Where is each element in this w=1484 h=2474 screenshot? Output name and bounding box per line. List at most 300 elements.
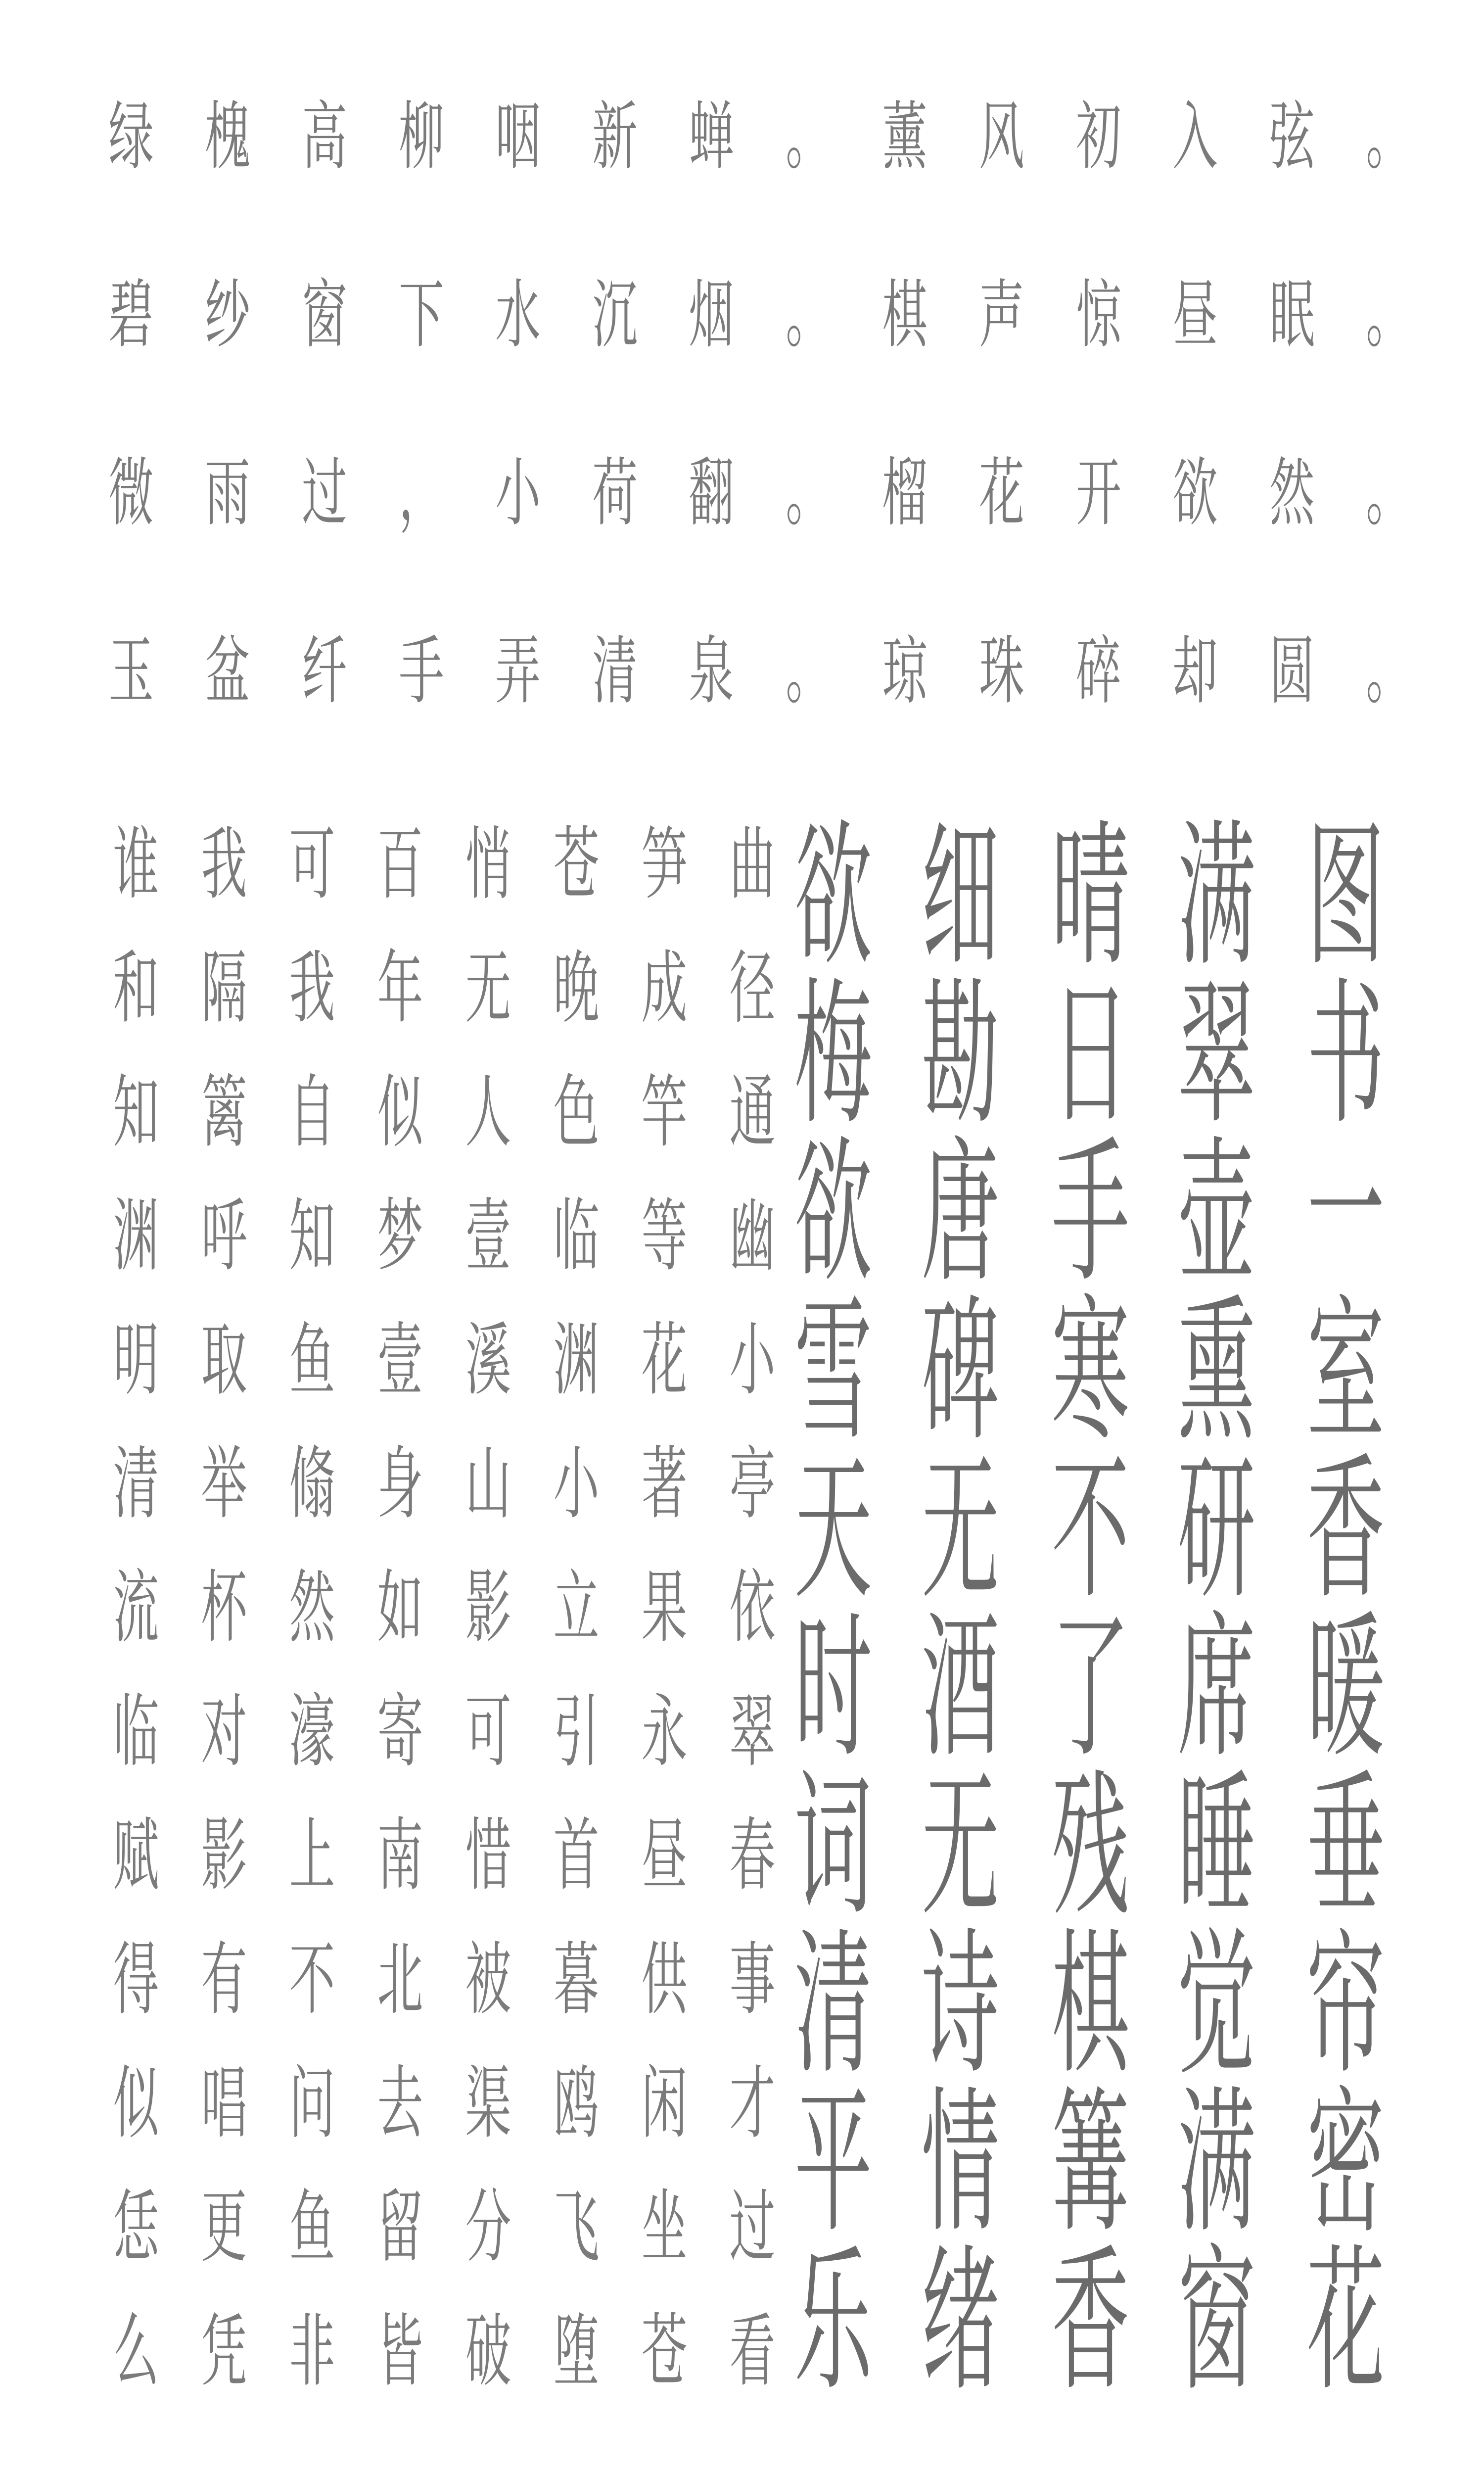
- char-cell: [268, 926, 356, 1050]
- char-cell: [356, 1422, 444, 1546]
- glyph: 年: [377, 944, 423, 1033]
- glyph: 去: [377, 2058, 423, 2147]
- char-cell: [532, 926, 620, 1050]
- char-cell: [180, 2165, 268, 2289]
- char-cell: [566, 433, 663, 552]
- glyph: 暖: [1306, 1600, 1385, 1775]
- glyph: 可: [289, 819, 335, 908]
- char-cell: [1157, 2234, 1276, 2408]
- char-cell: [532, 2289, 620, 2413]
- glyph: 碧: [108, 273, 154, 356]
- glyph: 雪: [794, 1284, 872, 1458]
- char-cell: [1244, 77, 1341, 196]
- char-cell: [620, 1298, 708, 1422]
- glyph: 悄: [465, 819, 511, 908]
- char-cell: [180, 1422, 268, 1546]
- glyph: 纤: [302, 629, 347, 713]
- glyph: 清: [794, 1917, 872, 2092]
- char-cell: [620, 1794, 708, 1917]
- char-cell: [1286, 809, 1405, 983]
- char-cell: [953, 612, 1050, 730]
- glyph: 词: [794, 1759, 872, 1933]
- glyph: 看: [729, 2306, 776, 2395]
- char-cell: [1147, 612, 1244, 730]
- char-cell: [663, 433, 760, 552]
- glyph: 似: [113, 2058, 159, 2147]
- glyph: 可: [465, 1687, 511, 1776]
- glyph: 得: [113, 1935, 159, 2024]
- char-cell: [180, 1174, 268, 1298]
- glyph: 无: [921, 1759, 999, 1933]
- glyph: 。: [786, 273, 831, 356]
- glyph: 烟: [689, 273, 735, 356]
- glyph: 南: [377, 1811, 423, 1900]
- glyph: 溪: [465, 1315, 511, 1404]
- char-cell: [1157, 809, 1276, 983]
- glyph: 等: [641, 1191, 688, 1281]
- glyph: 隔: [201, 944, 247, 1033]
- char-cell: [268, 1546, 356, 1669]
- char-cell: [1157, 1600, 1276, 1775]
- glyph: 绿: [108, 95, 154, 178]
- glyph: 下: [398, 273, 444, 356]
- char-cell: [469, 433, 566, 552]
- glyph: 濠: [289, 1687, 335, 1776]
- glyph: 才: [729, 2058, 776, 2147]
- char-cell: [92, 2042, 180, 2165]
- glyph: 人: [465, 1067, 511, 1156]
- char-cell: [774, 1125, 892, 1300]
- glyph: 榴: [882, 451, 928, 534]
- char-cell: [180, 77, 277, 196]
- char-cell: [1031, 1125, 1150, 1300]
- char-cell: [774, 2075, 892, 2250]
- small-text-column-6: [532, 803, 620, 2413]
- char-cell: [356, 2042, 444, 2165]
- glyph: 不: [1051, 1442, 1129, 1617]
- char-cell: [444, 1794, 532, 1917]
- glyph: 花: [979, 451, 1024, 534]
- char-cell: [532, 803, 620, 926]
- char-cell: [901, 809, 1020, 983]
- glyph: 槐: [205, 95, 251, 178]
- char-cell: [1031, 1600, 1150, 1775]
- poem-line-1: [83, 77, 1437, 196]
- glyph: 研: [1177, 1442, 1255, 1617]
- char-cell: [857, 612, 954, 730]
- char-cell: [180, 926, 268, 1050]
- char-cell: [620, 2289, 708, 2413]
- glyph: 曲: [729, 819, 776, 908]
- char-cell: [857, 255, 954, 374]
- glyph: 分: [465, 2183, 511, 2272]
- glyph: 苍: [641, 2306, 688, 2395]
- char-cell: [1031, 967, 1150, 1142]
- char-cell: [92, 926, 180, 1050]
- glyph: 篱: [201, 1067, 247, 1156]
- char-cell: [532, 1670, 620, 1794]
- glyph: 恁: [113, 2183, 159, 2272]
- glyph: 问: [289, 2058, 335, 2147]
- glyph: 杯: [201, 1563, 247, 1652]
- char-cell: [276, 255, 373, 374]
- glyph: 晚: [553, 944, 600, 1033]
- small-text-column-3: [268, 803, 356, 2413]
- char-cell: [444, 2042, 532, 2165]
- char-cell: [1286, 2075, 1405, 2250]
- glyph: 我: [201, 819, 247, 908]
- glyph: 壹: [377, 1315, 423, 1404]
- glyph: 风: [979, 95, 1024, 178]
- char-cell: [620, 803, 708, 926]
- char-cell: [774, 1442, 892, 1617]
- char-cell: [532, 1917, 620, 2041]
- glyph: 诗: [921, 1917, 999, 2092]
- glyph: 日: [1051, 967, 1129, 1142]
- char-cell: [532, 2165, 620, 2289]
- char-cell: [953, 255, 1050, 374]
- char-cell: [1031, 1284, 1150, 1458]
- char-cell: [663, 77, 760, 196]
- glyph: 眠: [1269, 273, 1315, 356]
- large-text-column-2: [901, 809, 1020, 2408]
- char-cell: [356, 1174, 444, 1298]
- glyph: 笋: [641, 819, 688, 908]
- char-cell: [92, 1546, 180, 1669]
- char-cell: [532, 2042, 620, 2165]
- glyph: 清: [592, 629, 638, 713]
- char-cell: [92, 803, 180, 926]
- glyph: 。: [786, 629, 831, 713]
- glyph: 碎: [1075, 629, 1121, 713]
- glyph: 不: [289, 1935, 335, 2024]
- char-cell: [92, 1298, 180, 1422]
- glyph: 唐: [921, 1125, 999, 1300]
- glyph: 渊: [113, 1191, 159, 1281]
- char-cell: [180, 433, 277, 552]
- char-cell: [444, 2289, 532, 2413]
- poem-line-4: [83, 612, 1437, 730]
- char-cell: [566, 77, 663, 196]
- glyph: 香: [1306, 1442, 1385, 1617]
- glyph: 棋: [882, 273, 928, 356]
- char-cell: [1244, 433, 1341, 552]
- small-text-column-5: [444, 803, 532, 2413]
- glyph: 绪: [921, 2234, 999, 2408]
- glyph: 柳: [398, 95, 444, 178]
- char-cell: [1147, 255, 1244, 374]
- char-cell: [1031, 1759, 1150, 1933]
- char-cell: [92, 1050, 180, 1174]
- glyph: 高: [302, 95, 347, 178]
- char-cell: [180, 1917, 268, 2041]
- glyph: 无: [921, 1442, 999, 1617]
- glyph: 玉: [108, 629, 154, 713]
- char-cell: [901, 1284, 1020, 1458]
- char-cell: [180, 1546, 268, 1669]
- small-text-column-2: [180, 803, 268, 2413]
- glyph: 被: [465, 1935, 511, 2024]
- char-cell: [180, 612, 277, 730]
- glyph: 小: [553, 1439, 600, 1528]
- char-cell: [663, 612, 760, 730]
- char-cell: [1286, 967, 1405, 1142]
- char-cell: [953, 433, 1050, 552]
- glyph: 。: [1366, 629, 1412, 713]
- char-cell: [774, 967, 892, 1142]
- glyph: 手: [1051, 1125, 1129, 1300]
- glyph: 纱: [205, 273, 251, 356]
- char-cell: [620, 1174, 708, 1298]
- glyph: 著: [641, 1439, 688, 1528]
- glyph: 事: [729, 1935, 776, 2024]
- char-cell: [1157, 1442, 1276, 1617]
- char-cell: [1157, 2075, 1276, 2250]
- char-cell: [1157, 1917, 1276, 2092]
- glyph: 无: [465, 944, 511, 1033]
- glyph: 花: [1306, 2234, 1385, 2408]
- glyph: 身: [377, 1439, 423, 1528]
- char-cell: [774, 1759, 892, 1933]
- char-cell: [857, 77, 954, 196]
- glyph: 永: [641, 1687, 688, 1776]
- glyph: 鸥: [553, 2058, 600, 2147]
- glyph: 么: [113, 2306, 159, 2395]
- glyph: 渊: [553, 1315, 600, 1404]
- char-cell: [901, 1759, 1020, 1933]
- glyph: 咽: [495, 95, 541, 178]
- char-cell: [356, 1917, 444, 2041]
- glyph: 暮: [553, 1935, 600, 2024]
- glyph: 首: [553, 1811, 600, 1900]
- glyph: 苍: [553, 819, 600, 908]
- char-cell: [276, 433, 373, 552]
- char-cell: [356, 803, 444, 926]
- char-cell: [444, 803, 532, 926]
- glyph: 引: [553, 1687, 600, 1776]
- glyph: 了: [1051, 1600, 1129, 1775]
- char-cell: [356, 2165, 444, 2289]
- glyph: 影: [201, 1811, 247, 1900]
- glyph: 小: [729, 1315, 776, 1404]
- large-text-column-1: [774, 809, 892, 2408]
- char-cell: [1286, 1600, 1405, 1775]
- glyph: 垂: [1306, 1759, 1385, 1933]
- char-cell: [268, 1794, 356, 1917]
- char-cell: [620, 2042, 708, 2165]
- glyph: 壶: [1177, 1125, 1255, 1300]
- char-cell: [92, 1670, 180, 1794]
- glyph: 寄: [377, 1687, 423, 1776]
- glyph: 知: [113, 1067, 159, 1156]
- glyph: 碑: [921, 1284, 999, 1458]
- char-cell: [1341, 77, 1438, 196]
- glyph: 成: [641, 944, 688, 1033]
- char-cell: [1157, 967, 1276, 1142]
- glyph: 睡: [1177, 1759, 1255, 1933]
- char-cell: [83, 612, 180, 730]
- glyph: 山: [465, 1439, 511, 1528]
- glyph: 立: [553, 1563, 600, 1652]
- glyph: 。: [786, 451, 831, 534]
- char-cell: [356, 2289, 444, 2413]
- char-cell: [180, 1794, 268, 1917]
- glyph: 手: [398, 629, 444, 713]
- char-cell: [356, 1794, 444, 1917]
- small-text-column-7: [620, 803, 708, 2413]
- char-cell: [444, 1546, 532, 1669]
- glyph: 残: [1051, 1759, 1129, 1933]
- glyph: 欲: [1172, 451, 1218, 534]
- char-cell: [901, 1125, 1020, 1300]
- char-cell: [1244, 612, 1341, 730]
- char-cell: [1050, 433, 1147, 552]
- glyph: 开: [1075, 451, 1121, 534]
- glyph: 新: [592, 95, 638, 178]
- char-cell: [620, 1050, 708, 1174]
- char-cell: [92, 2165, 180, 2289]
- glyph: 径: [729, 944, 776, 1033]
- glyph: 百: [377, 819, 423, 908]
- glyph: 弦: [1269, 95, 1315, 178]
- small-text-column-1: [92, 803, 180, 2413]
- glyph: 我: [289, 944, 335, 1033]
- char-cell: [760, 77, 857, 196]
- char-cell: [268, 2289, 356, 2413]
- char-cell: [180, 255, 277, 374]
- char-cell: [180, 2289, 268, 2413]
- poem-line-3: [83, 433, 1437, 552]
- glyph: 通: [729, 1067, 776, 1156]
- char-cell: [444, 2165, 532, 2289]
- char-cell: [620, 926, 708, 1050]
- char-cell: [180, 1050, 268, 1174]
- char-cell: [1031, 2075, 1150, 2250]
- large-text-column-4: [1157, 809, 1276, 2408]
- char-cell: [373, 612, 470, 730]
- char-cell: [268, 2042, 356, 2165]
- large-text-column-3: [1031, 809, 1150, 2408]
- glyph: 过: [302, 451, 347, 534]
- char-cell: [1031, 1442, 1150, 1617]
- char-cell: [373, 433, 470, 552]
- glyph: 弄: [495, 629, 541, 713]
- glyph: 声: [979, 273, 1024, 356]
- char-cell: [1286, 1917, 1405, 2092]
- char-cell: [469, 255, 566, 374]
- glyph: 小: [495, 451, 541, 534]
- glyph: 沉: [592, 273, 638, 356]
- glyph: 琼: [882, 629, 928, 713]
- glyph: 知: [289, 1191, 335, 1281]
- glyph: 晴: [1051, 809, 1129, 983]
- glyph: 鱼: [289, 1315, 335, 1404]
- glyph: 惊: [1075, 273, 1121, 356]
- glyph: ，: [398, 451, 444, 534]
- glyph: 觉: [1177, 1917, 1255, 2092]
- glyph: 闲: [641, 2058, 688, 2147]
- glyph: 欲: [794, 809, 872, 983]
- glyph: 细: [921, 809, 999, 983]
- char-cell: [566, 612, 663, 730]
- char-cell: [901, 1917, 1020, 2092]
- char-cell: [180, 1298, 268, 1422]
- char-cell: [92, 1422, 180, 1546]
- glyph: 蝉: [689, 95, 735, 178]
- glyph: 破: [465, 2306, 511, 2395]
- glyph: 。: [1366, 95, 1412, 178]
- char-cell: [92, 2289, 180, 2413]
- glyph: 壹: [465, 1191, 511, 1281]
- char-cell: [180, 2042, 268, 2165]
- glyph: 清: [113, 1439, 159, 1528]
- char-cell: [1286, 1759, 1405, 1933]
- glyph: 泉: [689, 629, 735, 713]
- glyph: 雨: [205, 451, 251, 534]
- char-cell: [620, 1670, 708, 1794]
- glyph: 荷: [592, 451, 638, 534]
- char-cell: [1050, 612, 1147, 730]
- char-cell: [268, 1298, 356, 1422]
- glyph: 坐: [641, 2183, 688, 2272]
- char-cell: [901, 2075, 1020, 2250]
- char-cell: [83, 433, 180, 552]
- char-cell: [1157, 1284, 1276, 1458]
- char-cell: [268, 1174, 356, 1298]
- glyph: 过: [729, 2183, 776, 2272]
- glyph: 入: [1172, 95, 1218, 178]
- char-cell: [901, 967, 1020, 1142]
- glyph: 亭: [729, 1439, 776, 1528]
- char-cell: [1244, 255, 1341, 374]
- char-cell: [268, 1670, 356, 1794]
- char-cell: [1286, 1442, 1405, 1617]
- char-cell: [1031, 2234, 1150, 2408]
- char-cell: [276, 612, 373, 730]
- char-cell: [356, 1298, 444, 1422]
- glyph: 自: [289, 1067, 335, 1156]
- glyph: 寒: [1051, 1284, 1129, 1458]
- char-cell: [857, 433, 954, 552]
- glyph: 似: [377, 1067, 423, 1156]
- glyph: 情: [921, 2075, 999, 2250]
- glyph: 天: [794, 1442, 872, 1617]
- glyph: 堕: [553, 2306, 600, 2395]
- glyph: 竿: [641, 1067, 688, 1156]
- char-cell: [901, 2234, 1020, 2408]
- glyph: 勘: [921, 967, 999, 1142]
- char-cell: [566, 255, 663, 374]
- large-text-column-5: [1286, 809, 1405, 2408]
- glyph: 惜: [465, 1811, 511, 1900]
- char-cell: [268, 1422, 356, 1546]
- char-cell: [444, 1917, 532, 2041]
- char-cell: [1050, 255, 1147, 374]
- glyph: 花: [641, 1315, 688, 1404]
- glyph: 窗: [302, 273, 347, 356]
- glyph: 上: [289, 1811, 335, 1900]
- glyph: 时: [794, 1600, 872, 1775]
- char-cell: [620, 1546, 708, 1669]
- glyph: 满: [1177, 2075, 1255, 2250]
- glyph: 昼: [1172, 273, 1218, 356]
- glyph: 流: [113, 1563, 159, 1652]
- char-cell: [1157, 1759, 1276, 1933]
- char-cell: [774, 809, 892, 983]
- char-cell: [92, 1174, 180, 1298]
- char-cell: [444, 1422, 532, 1546]
- char-cell: [760, 433, 857, 552]
